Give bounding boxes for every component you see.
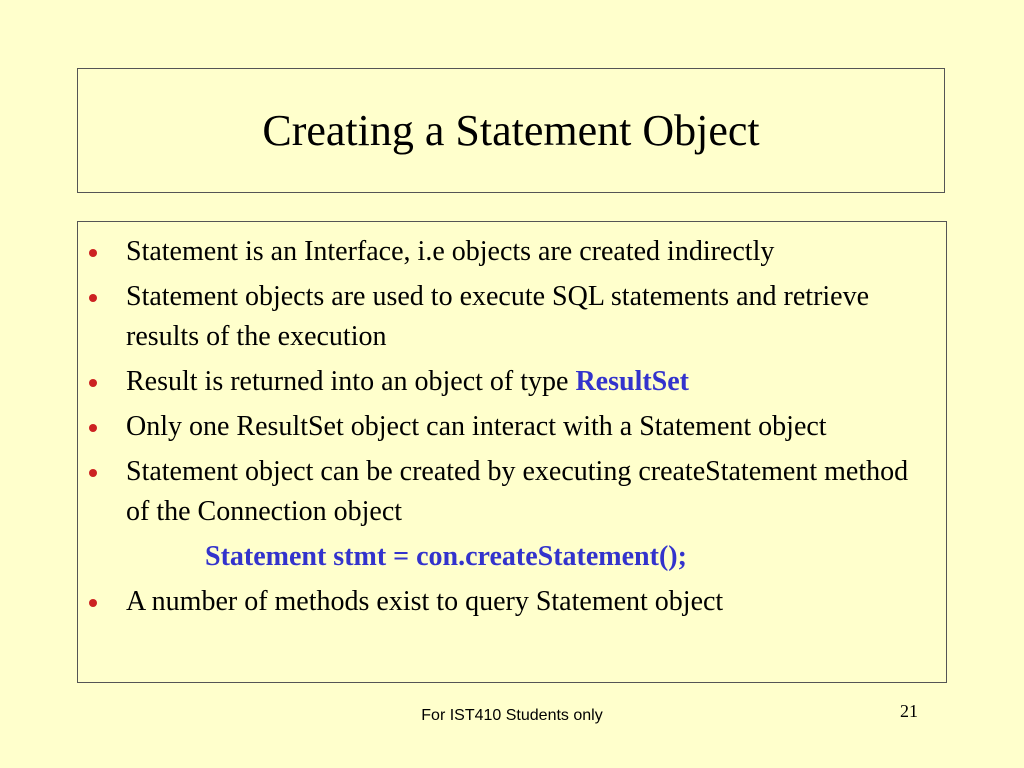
- bullet-list: [0, 232, 1024, 627]
- bullet-item: [0, 407, 1024, 447]
- bullet-text: A number of methods exist to query Statement object: [126, 586, 724, 617]
- bullet-text: Only one ResultSet object can interact with a Statement object: [126, 411, 827, 442]
- resultset-highlight: ResultSet: [575, 366, 689, 397]
- bullet-icon: [89, 294, 97, 302]
- bullet-icon: [89, 599, 97, 607]
- slide-title: Creating a Statement Object: [262, 105, 760, 155]
- bullet-item: [0, 277, 1024, 357]
- bullet-text: Statement is an Interface, i.e objects are created indirectly: [126, 236, 775, 267]
- code-example: Statement stmt = con.createStatement();: [205, 541, 687, 572]
- footer: For IST410 Students only: [421, 707, 603, 724]
- bullet-item: [0, 582, 1024, 622]
- bullet-item: [0, 362, 1024, 402]
- page-number: 21: [900, 701, 918, 721]
- bullet-icon: [89, 424, 97, 432]
- bullet-item: [0, 452, 1024, 532]
- bullet-icon: [89, 379, 97, 387]
- bullet-text: Statement objects are used to execute SQL statements and retrieve results of the execution: [126, 281, 870, 352]
- bullet-item: [0, 232, 1024, 272]
- bullet-text: Statement object can be created by executing createStatement method of the Connection object: [126, 456, 909, 527]
- bullet-text: Result is returned into an object of type: [126, 366, 576, 397]
- bullet-icon: [89, 469, 97, 477]
- title-box: [77, 68, 945, 193]
- bullet-icon: [89, 249, 97, 257]
